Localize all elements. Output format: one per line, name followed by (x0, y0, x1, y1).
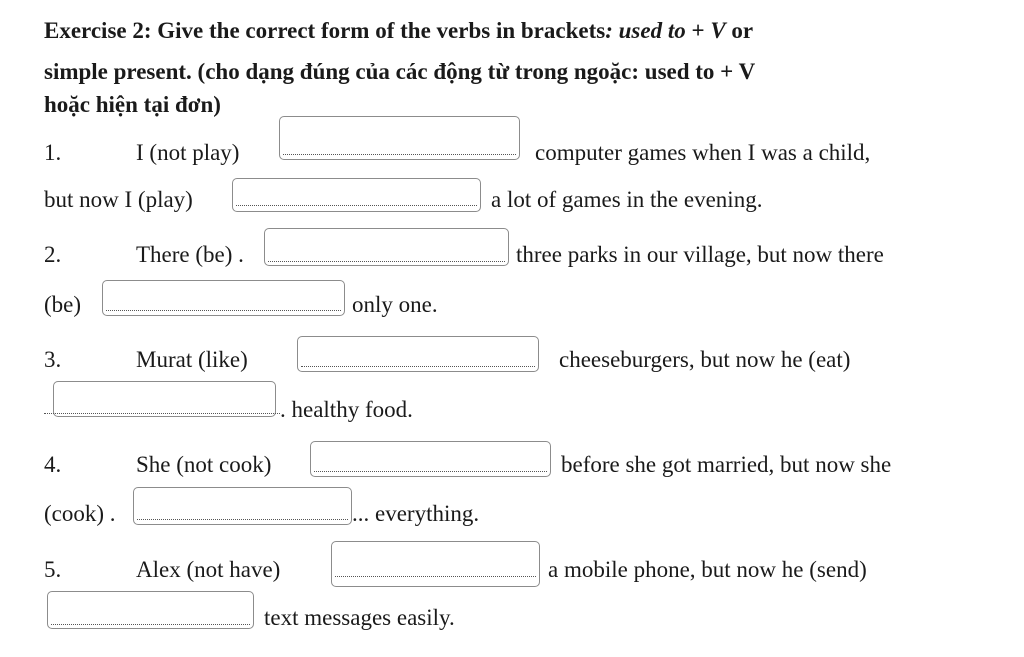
item-5-dotted-line-b (51, 624, 250, 625)
title-text-or: or (725, 18, 754, 43)
title-text-main: Exercise 2: Give the correct form of the verbs in brackets (44, 18, 606, 43)
item-3-number: 3. (44, 347, 62, 372)
item-4-number: 4. (44, 452, 62, 477)
item-1-prompt-b: but now I (play) (44, 187, 193, 212)
item-1-number: 1. (44, 140, 62, 165)
item-5-answer-box-a[interactable] (331, 541, 540, 587)
title-text-plus: + (685, 18, 711, 43)
item-4-prompt-b: (cook) . (44, 501, 116, 526)
item-3-after-b: . healthy food. (280, 397, 413, 422)
item-1-after-b: a lot of games in the evening. (491, 187, 763, 212)
title-text-used-to: : used to (605, 18, 686, 43)
exercise-title-line-2: simple present. (cho dạng đúng của các động từ trong ngoặc: used to + V (44, 59, 756, 84)
item-5-after-b: text messages easily. (264, 605, 455, 630)
item-4-after-b: ... everything. (352, 501, 480, 526)
item-2-after-a: three parks in our village, but now there (516, 242, 884, 267)
item-1-after-a: computer games when I was a child, (535, 140, 871, 165)
item-3-dotted-line-b (44, 413, 280, 414)
item-5-dotted-line-a (335, 576, 536, 577)
item-1-answer-box-b[interactable] (232, 178, 481, 212)
item-1-prompt-a: I (not play) (136, 140, 240, 165)
item-2-dotted-line-b (106, 310, 341, 311)
item-2-prompt-a: There (be) . (136, 242, 244, 267)
item-3-prompt-a: Murat (like) (136, 347, 248, 372)
item-4-prompt-a: She (not cook) (136, 452, 272, 477)
exercise-title-line-3: hoặc hiện tại đơn) (44, 92, 221, 117)
item-2-prompt-b: (be) (44, 292, 82, 317)
item-1-dotted-line-a (283, 154, 516, 155)
exercise-title-line-1 (44, 17, 753, 45)
item-4-after-a: before she got married, but now she (561, 452, 892, 477)
item-3-dotted-line-a (301, 366, 535, 367)
title-text-v: V (710, 18, 726, 43)
item-5-after-a: a mobile phone, but now he (send) (548, 557, 867, 582)
item-5-number: 5. (44, 557, 62, 582)
item-4-dotted-line-b (137, 519, 348, 520)
item-3-answer-box-b[interactable] (53, 381, 276, 417)
item-4-dotted-line-a (314, 471, 547, 472)
item-2-after-b: only one. (352, 292, 438, 317)
item-5-prompt-a: Alex (not have) (136, 557, 281, 582)
item-3-after-a: cheeseburgers, but now he (eat) (559, 347, 851, 372)
item-2-number: 2. (44, 242, 62, 267)
item-2-dotted-line-a (268, 261, 505, 262)
item-1-dotted-line-b (236, 205, 477, 206)
